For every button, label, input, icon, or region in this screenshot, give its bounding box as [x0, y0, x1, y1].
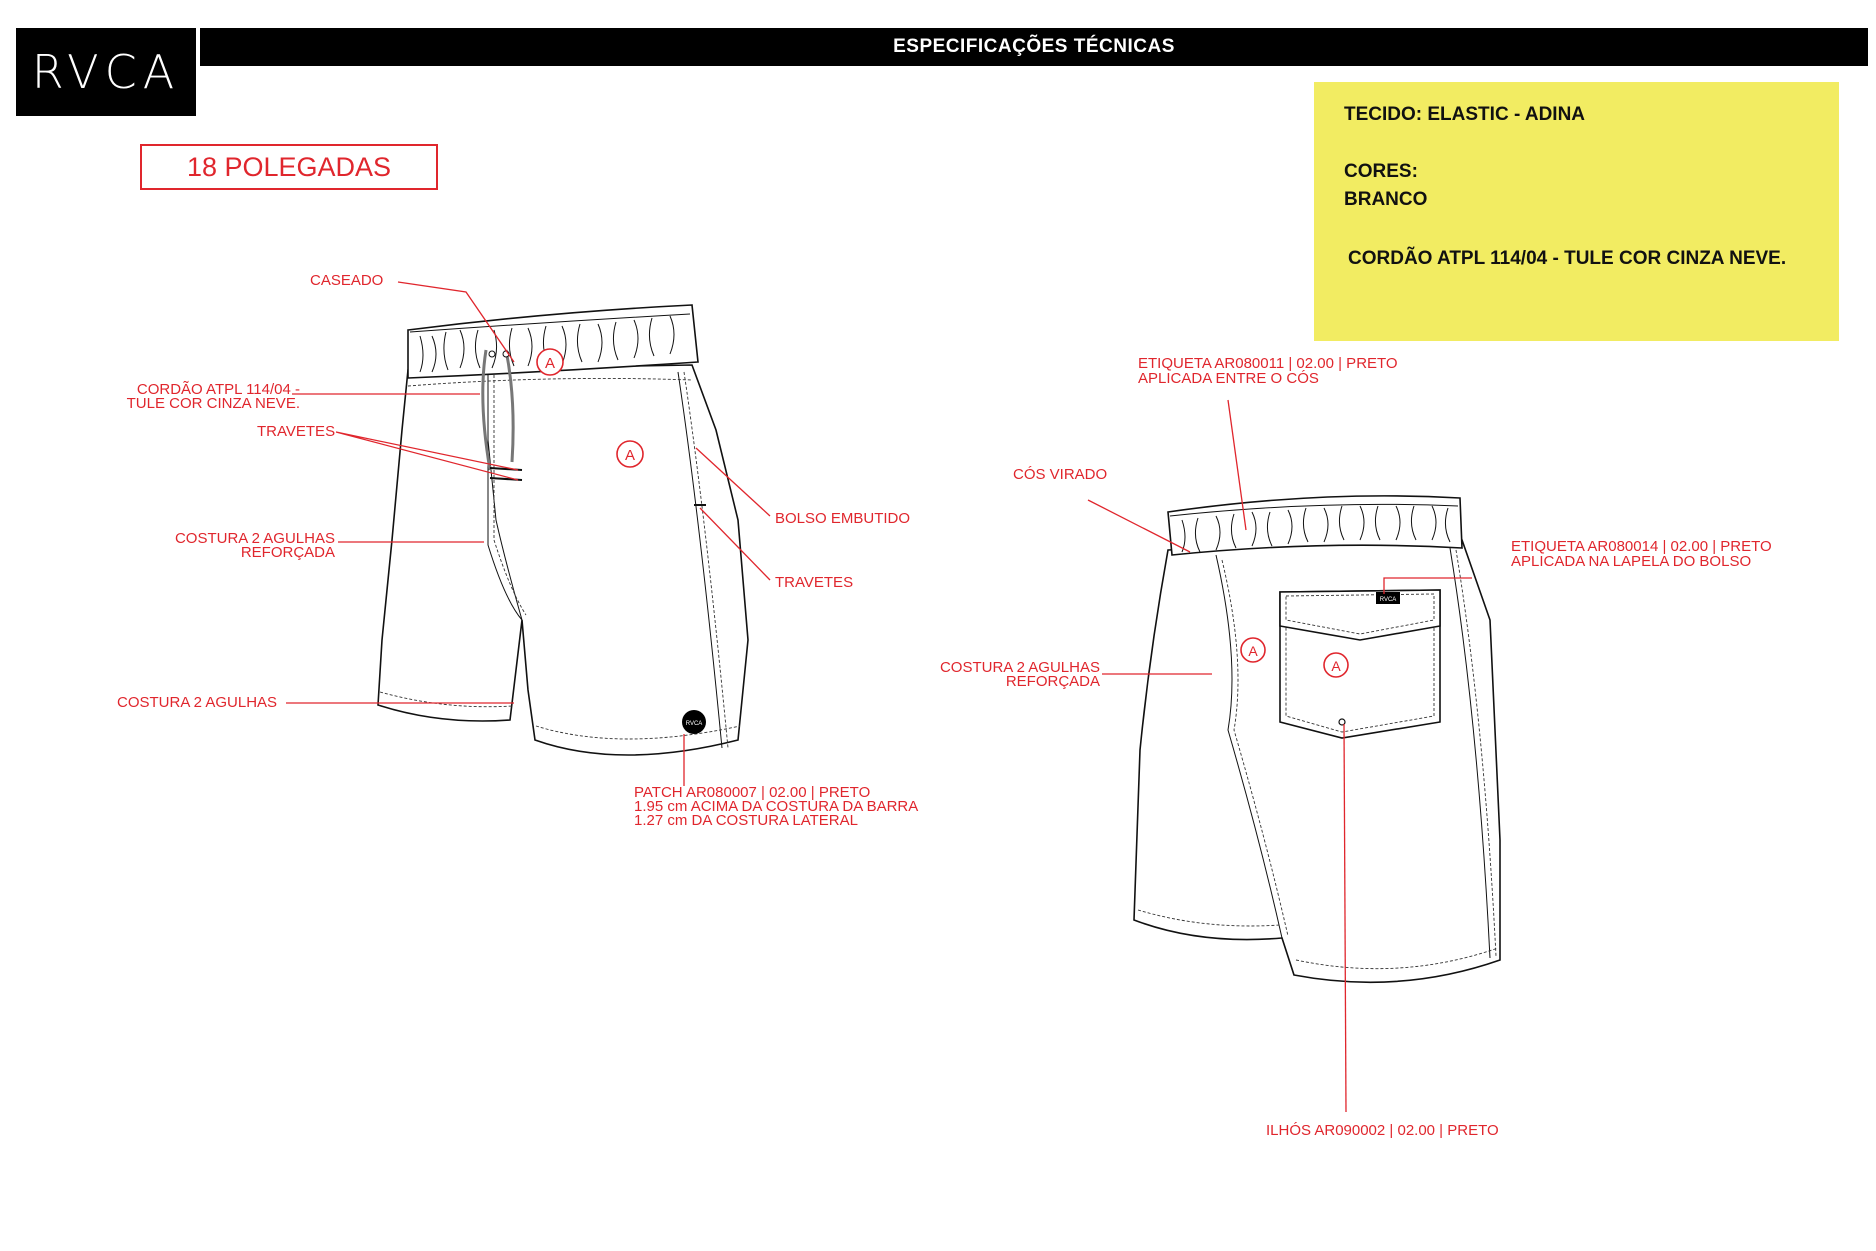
label-costura-reforcada-line1: COSTURA 2 AGULHAS: [174, 530, 335, 547]
fabric-marker-label: A: [1248, 643, 1258, 659]
label-patch-line1: PATCH AR080007 | 02.00 | PRETO: [634, 784, 871, 801]
color-value: BRANCO: [1344, 189, 1428, 210]
cord-spec: CORDÃO ATPL 114/04 - TULE COR CINZA NEVE.: [1348, 248, 1787, 269]
fabric-text: TECIDO: ELASTIC - ADINA: [1344, 104, 1586, 125]
label-costura-reforcada-back-line1: COSTURA 2 AGULHAS: [939, 659, 1100, 676]
colors-heading: CORES:: [1344, 161, 1418, 182]
patch-logo-text: RVCA: [685, 721, 703, 727]
label-cordao-line2: TULE COR CINZA NEVE.: [126, 395, 300, 412]
label-etiqueta-bolso-line1: ETIQUETA AR080014 | 02.00 | PRETO: [1511, 538, 1772, 555]
label-caseado: CASEADO: [310, 272, 384, 289]
label-bolso-embutido: BOLSO EMBUTIDO: [775, 510, 911, 527]
label-etiqueta-cos-line2: APLICADA ENTRE O CÓS: [1138, 370, 1319, 387]
label-cordao-line1: CORDÃO ATPL 114/04 -: [136, 381, 300, 398]
label-travetes-left: TRAVETES: [257, 423, 336, 440]
fabric-marker-label: A: [1331, 658, 1341, 674]
page-title: ESPECIFICAÇÕES TÉCNICAS: [200, 28, 1868, 66]
label-cos-virado: CÓS VIRADO: [1013, 466, 1108, 483]
back-shorts-drawing: [1134, 496, 1500, 982]
label-ilhos: ILHÓS AR090002 | 02.00 | PRETO: [1266, 1122, 1499, 1139]
label-patch-line2: 1.95 cm ACIMA DA COSTURA DA BARRA: [634, 798, 919, 815]
back-label-text: RVCA: [1379, 597, 1397, 603]
label-patch-line3: 1.27 cm DA COSTURA LATERAL: [634, 812, 858, 829]
label-travetes-right: TRAVETES: [775, 574, 854, 591]
size-label: 18 POLEGADAS: [140, 144, 438, 190]
rvca-logo: RVCA: [16, 28, 196, 116]
label-costura-2-agulhas: COSTURA 2 AGULHAS: [117, 694, 278, 711]
label-costura-reforcada-line2: REFORÇADA: [240, 544, 335, 561]
fabric-marker-label: A: [624, 447, 636, 464]
fabric-marker-label: A: [544, 355, 556, 372]
label-etiqueta-cos-line1: ETIQUETA AR080011 | 02.00 | PRETO: [1138, 355, 1398, 372]
front-shorts-drawing: [378, 305, 748, 755]
label-costura-reforcada-back-line2: REFORÇADA: [1005, 673, 1100, 690]
label-etiqueta-bolso-line2: APLICADA NA LAPELA DO BOLSO: [1511, 553, 1752, 570]
